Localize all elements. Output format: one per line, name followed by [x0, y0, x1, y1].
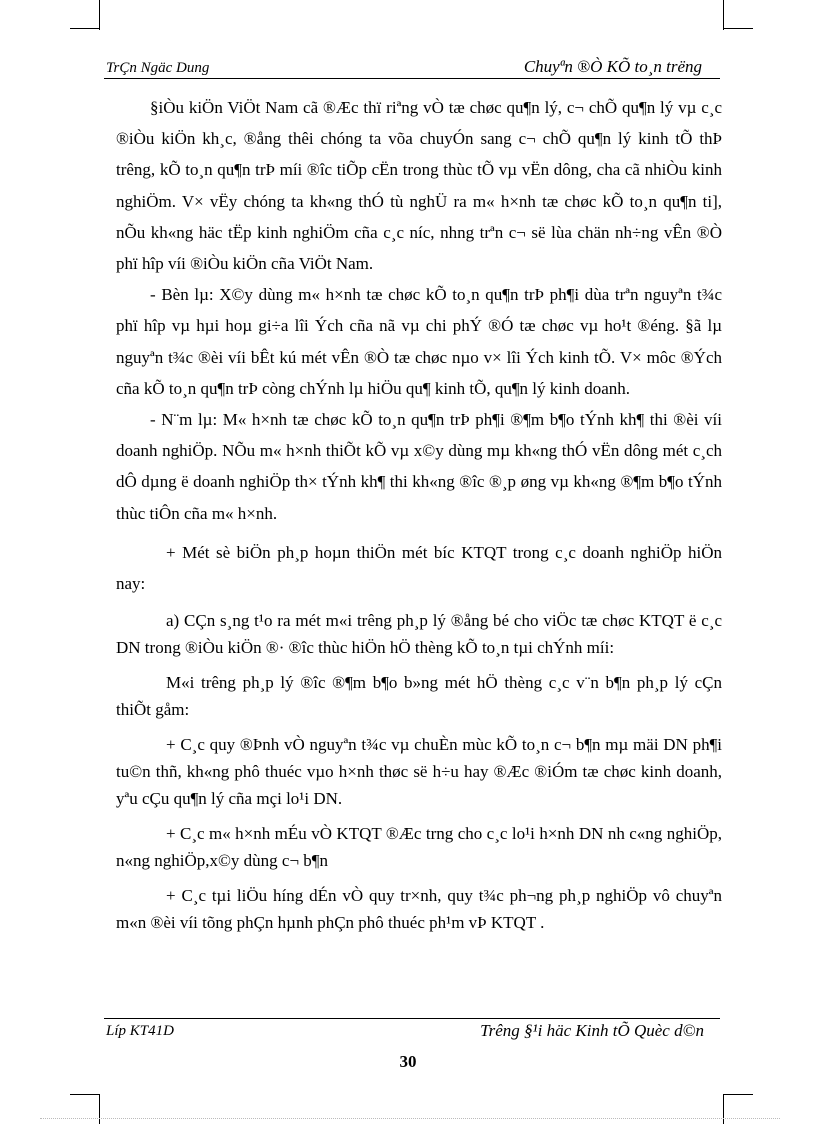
crop-mark: [99, 0, 100, 30]
paragraph: a) CÇn s¸ng t¹o ra mét m«i trêng ph¸p lý ®ång bé cho viÖc tæ chøc KTQT ë c¸c DN trong ®iÒu kiÖn ®· ®îc thùc hiÖn hÖ thèng kÕ to¸n tµi chÝnh míi:: [116, 611, 722, 658]
crop-mark: [99, 1094, 100, 1124]
page-number: 30: [399, 1052, 417, 1071]
crop-mark: [70, 1094, 100, 1095]
paragraph: M«i trêng ph¸p lý ®îc ®¶m b¶o b»ng mét hÖ thèng c¸c v¨n b¶n ph¸p lý cÇn thiÕt gåm:: [116, 673, 722, 720]
paragraph: + Mét sè biÖn ph¸p hoµn thiÖn mét bíc KTQT trong c¸c doanh nghiÖp hiÖn nay:: [116, 542, 722, 594]
crop-mark: [723, 1094, 753, 1095]
header-topic: Chuyªn ®Ò KÕ to¸n trëng: [523, 57, 702, 76]
paragraph: + C¸c tµi liÖu híng dÉn vÒ quy tr×nh, quy t¾c ph¬ng ph¸p nghiÖp vô chuyªn m«n ®èi víi tõng phÇn hµnh phÇn phô thuéc ph¹m vÞ KTQT .: [116, 886, 722, 933]
footer-school: Trêng §¹i häc Kinh tÕ Quèc d©n: [480, 1021, 704, 1040]
crop-mark: [70, 28, 100, 29]
crop-mark: [723, 0, 724, 30]
page-edge-divider: [40, 1118, 780, 1119]
paragraph: - Bèn lµ: X©y dùng m« h×nh tæ chøc kÕ to¸n qu¶n trÞ ph¶i dùa trªn nguyªn t¾c phï hîp vµ hµi hoµ gi÷a lîi Ých cña nã vµ chi phÝ ®Ó tæ chøc vµ ho¹t ®éng. §ã lµ nguyªn t¾c ®èi víi bÊt kú mét vÊn ®Ò tæ chøc nµo v× lîi Ých kinh tÕ. V× môc ®Ých cña kÕ to¸n qu¶n trÞ còng chÝnh lµ hiÖu qu¶ kinh tÕ, qu¶n lý kinh doanh.: [116, 285, 722, 398]
footer-class: Líp KT41D: [106, 1023, 174, 1039]
header-author: TrÇn Ngäc Dung: [106, 60, 210, 76]
crop-mark: [723, 1094, 724, 1124]
paragraph: + C¸c m« h×nh mÉu vÒ KTQT ®Æc trng cho c¸c lo¹i h×nh DN nh c«ng nghiÖp, n«ng nghiÖp,x©y dùng c¬ b¶n: [116, 824, 722, 871]
paragraph: §iÒu kiÖn ViÖt Nam cã ®Æc thï riªng vÒ tæ chøc qu¶n lý, c¬ chÕ qu¶n lý vµ c¸c ®iÒu kiÖn kh¸c, ®ång thêi chóng ta võa chuyÓn sang c¬ chÕ qu¶n lý kinh tÕ thÞ trêng, kÕ to¸n qu¶n trÞ míi ®îc tiÕp cËn trong thùc tÕ vµ vËn dông, cha cã nhiÒu kinh nghiÖm. V× vËy chóng ta kh«ng thÓ tù nghÜ ra m« h×nh tæ chøc kÕ to¸n qu¶n ti], nÕu kh«ng häc tËp kinh nghiÖm cña c¸c níc, nhng trªn c¬ së lùa chän nh÷ng vÊn ®Ò phï hîp víi ®iÒu kiÖn cña ViÖt Nam.: [116, 98, 722, 274]
page-footer: [104, 1018, 720, 1043]
crop-mark: [723, 28, 753, 29]
paragraph: - N¨m lµ: M« h×nh tæ chøc kÕ to¸n qu¶n trÞ ph¶i ®¶m b¶o tÝnh kh¶ thi ®èi víi doanh nghiÖp. NÕu m« h×nh thiÕt kÕ vµ x©y dùng mµ kh«ng thÓ vËn dông mét c¸ch dÔ dµng ë doanh nghiÖp th× tÝnh kh¶ thi kh«ng ®îc ®¸p øng vµ kh«ng ®¶m b¶o tÝnh thùc tiÔn cña m« h×nh.: [116, 410, 722, 523]
paragraph: + C¸c quy ®Þnh vÒ nguyªn t¾c vµ chuÈn mùc kÕ to¸n c¬ b¶n mµ mäi DN ph¶i tu©n thñ, kh«ng phô thuéc vµo h×nh thøc së h÷u hay ®Æc ®iÓm tæ chøc kinh doanh, yªu cÇu qu¶n lý cña mçi lo¹i DN.: [116, 735, 722, 809]
page-header: [104, 58, 720, 79]
document-body: [116, 92, 722, 936]
